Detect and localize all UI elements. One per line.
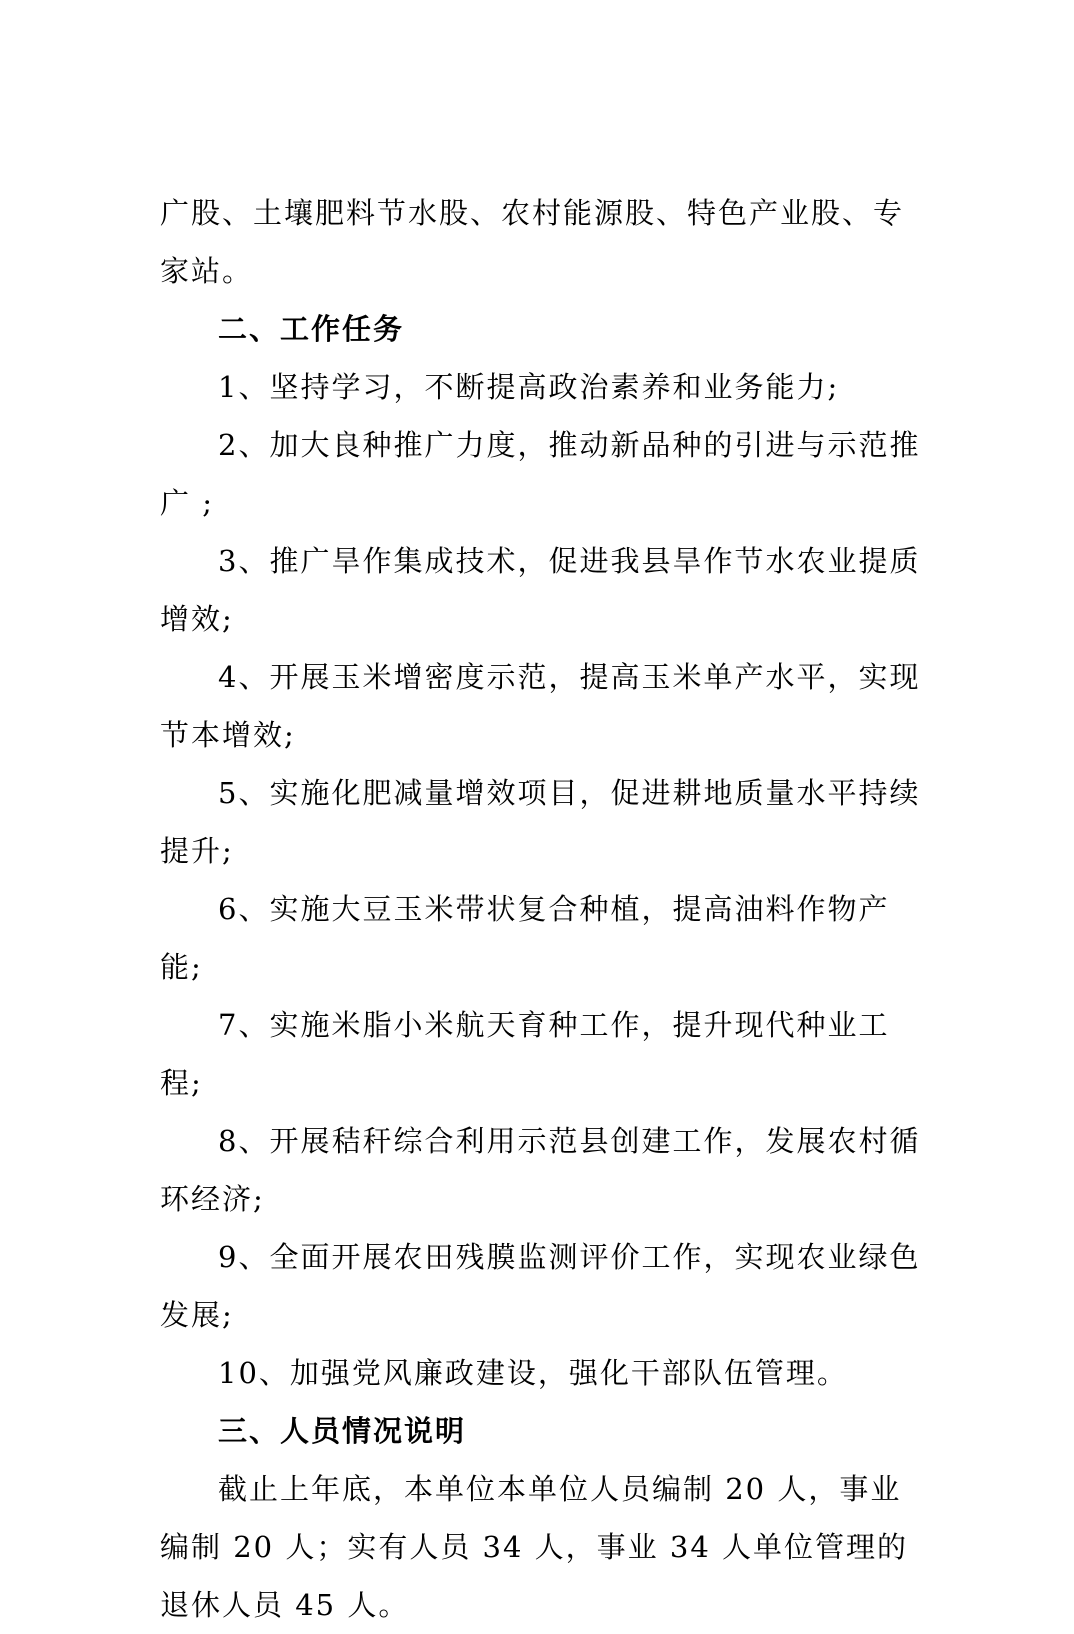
- staff-description: 截止上年底，本单位本单位人员编制 20 人，事业编制 20 人；实有人员 34 人，事业 34 人单位管理的退休人员 45 人。: [160, 1472, 909, 1622]
- section-heading-work-tasks: 二、工作任务: [218, 312, 405, 346]
- task-item-6: 6、实施大豆玉米带状复合种植，提高油料作物产能;: [160, 892, 890, 984]
- task-item-2: 2、加大良种推广力度，推动新品种的引进与示范推广 ;: [160, 428, 921, 520]
- paragraph-continuation: 广股、土壤肥料节水股、农村能源股、特色产业股、专家站。: [160, 196, 905, 288]
- task-item-5: 5、实施化肥减量增效项目，促进耕地质量水平持续提升;: [160, 776, 921, 868]
- task-item-8: 8、开展秸秆综合利用示范县创建工作，发展农村循环经济;: [160, 1124, 921, 1216]
- section-heading-staff: 三、人员情况说明: [218, 1414, 467, 1448]
- document-body: [160, 184, 930, 1634]
- task-item-7: 7、实施米脂小米航天育种工作，提升现代种业工程;: [160, 1008, 890, 1100]
- task-item-4: 4、开展玉米增密度示范，提高玉米单产水平，实现节本增效;: [160, 660, 921, 752]
- task-item-3: 3、推广旱作集成技术，促进我县旱作节水农业提质增效;: [160, 544, 921, 636]
- task-item-10: 10、加强党风廉政建设，强化干部队伍管理。: [218, 1356, 848, 1390]
- task-item-9: 9、全面开展农田残膜监测评价工作，实现农业绿色发展;: [160, 1240, 921, 1332]
- task-item-1: 1、坚持学习，不断提高政治素养和业务能力;: [218, 370, 840, 404]
